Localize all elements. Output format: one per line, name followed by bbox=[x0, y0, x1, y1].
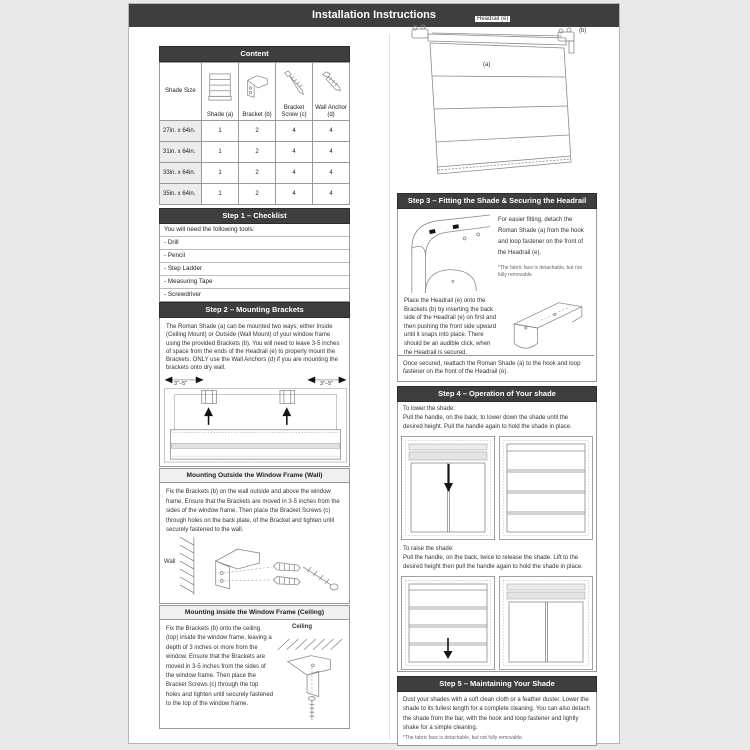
headrail-corner-figure bbox=[401, 213, 493, 295]
page-title: Installation Instructions bbox=[129, 4, 619, 27]
table-cell: 2 bbox=[239, 184, 276, 205]
step3-para2: Place the Headrail (e) onto the Brackets (b) by inserting the back side of the Headrail (e) on first and then pushing the front side upward until it snaps into place. There should be an audible click, when the Headrail is secured. bbox=[404, 298, 497, 356]
column-divider bbox=[389, 34, 390, 740]
step3-title: Step 3 – Fitting the Shade & Securing the Headrail bbox=[397, 193, 597, 209]
checklist-intro: You will need the following tools: bbox=[160, 224, 349, 237]
table-cell: 2 bbox=[239, 121, 276, 142]
wall-anchor-icon bbox=[317, 63, 345, 105]
list-item: - Drill bbox=[160, 237, 349, 250]
content-column-label: Wall Anchor (d) bbox=[315, 105, 347, 118]
step4-lower-heading: To lower the shade: bbox=[403, 406, 456, 412]
step4-raise-text bbox=[398, 542, 594, 575]
step3-note1: *The fabric face is detachable, but not fully removable. bbox=[498, 265, 582, 278]
step4-raise-heading: To raise the shade: bbox=[403, 546, 454, 552]
shade-callout-label: (a) bbox=[483, 62, 491, 68]
step4-lower-body: Pull the handle, on the back, to lower down the shade until the desired height. Pull the handle again to hold the shade in place. bbox=[403, 415, 572, 430]
content-column-label: Shade (a) bbox=[206, 111, 234, 118]
step5-note: *The fabric face is detachable, but not fully removable. bbox=[403, 735, 524, 742]
content-table bbox=[159, 46, 350, 205]
ceiling-bracket-diagram bbox=[270, 622, 348, 726]
list-item: - Screwdriver bbox=[164, 291, 202, 298]
table-cell: 2 bbox=[239, 142, 276, 163]
measure-label-left: 3"–5" bbox=[174, 381, 188, 387]
table-cell: 1 bbox=[202, 163, 239, 184]
measure-label-right: 3"–5" bbox=[320, 381, 334, 387]
step4-lower-text bbox=[398, 402, 594, 435]
shade-icon bbox=[206, 63, 234, 112]
wall-label: Wall bbox=[164, 559, 176, 565]
table-cell: 1 bbox=[202, 184, 239, 205]
table-cell: 4 bbox=[313, 142, 350, 163]
step5-section bbox=[397, 676, 597, 746]
step1-checklist bbox=[159, 224, 350, 302]
step4-section bbox=[397, 386, 597, 672]
table-cell: 1 bbox=[202, 142, 239, 163]
ceiling-mount-body: Fix the Brackets (b) onto the ceiling (top) inside the window frame, leaving a depth of 3 inches or more from the window. Ensure that the Brackets are moved in 3-5 inches from the sides of the window frame. Then place the Bracket Screws (c) through the top holes and tighten until securely fastened to the top of the window frame. bbox=[166, 626, 274, 708]
step2-section bbox=[159, 302, 350, 467]
step5-title: Step 5 – Maintaining Your Shade bbox=[397, 676, 597, 692]
wall-bracket-diagram bbox=[160, 533, 349, 601]
bracket-screw-icon bbox=[280, 63, 308, 105]
bracket-right bbox=[280, 391, 295, 404]
step3-para1: For easier fitting, detach the Roman Shade (a) from the hook and loop fastener on the front of the Headrail (e). bbox=[498, 217, 584, 256]
headrail-insert-figure bbox=[504, 297, 594, 355]
bracket-mounting-diagram bbox=[162, 374, 349, 464]
table-cell: 4 bbox=[313, 163, 350, 184]
list-item: - Pencil bbox=[160, 250, 349, 263]
content-table-grid bbox=[159, 62, 350, 205]
step2-title: Step 2 – Mounting Brackets bbox=[159, 302, 350, 318]
table-cell: 4 bbox=[276, 184, 313, 205]
bracket-icon bbox=[243, 63, 271, 112]
step4-title: Step 4 – Operation of Your shade bbox=[397, 386, 597, 402]
ceiling-label: Ceiling bbox=[292, 624, 313, 630]
step1-title: Step 1 – Checklist bbox=[159, 208, 350, 224]
headrail-label: Headrail (e) bbox=[477, 16, 509, 22]
step4-raise-body: Pull the handle, on the back, twice to release the shade. Lift to the desired height then pull the handle again to hold the shade in place. bbox=[403, 555, 583, 570]
diagram-shade-raised bbox=[499, 576, 593, 670]
diagram-shade-raised-arrow bbox=[401, 436, 495, 540]
table-row-size: 33in. x 64in. bbox=[160, 163, 202, 184]
table-cell: 4 bbox=[276, 121, 313, 142]
step5-body: Dust your shades with a soft clean cloth or a feather duster. Lower the shade to its fullest length for a complete cleaning. You can also detach the shade from the bar, with the hook and loop fastener and lightly shake for a simple cleaning. bbox=[403, 697, 590, 731]
table-row-size: 27in. x 64in. bbox=[160, 121, 202, 142]
roman-shade-diagram bbox=[397, 16, 597, 192]
wall-mount-title: Mounting Outside the Window Frame (Wall) bbox=[159, 468, 350, 483]
table-cell: 1 bbox=[202, 121, 239, 142]
step1-section bbox=[159, 208, 350, 302]
content-column-label: Bracket (b) bbox=[242, 111, 272, 118]
table-cell: 4 bbox=[276, 163, 313, 184]
content-column-bracket bbox=[239, 63, 276, 121]
table-row-size: 31in. x 64in. bbox=[160, 142, 202, 163]
content-column-wall-anchor bbox=[313, 63, 350, 121]
table-cell: 4 bbox=[313, 184, 350, 205]
list-item: - Measuring Tape bbox=[160, 276, 349, 289]
step3-section bbox=[397, 193, 597, 382]
content-column-label: Bracket Screw (c) bbox=[281, 105, 307, 118]
ceiling-mount-title: Mounting inside the Window Frame (Ceiling) bbox=[159, 605, 350, 620]
content-table-size-header: Shade Size bbox=[160, 63, 202, 121]
diagram-shade-lowered-arrow bbox=[401, 576, 495, 670]
table-cell: 4 bbox=[276, 142, 313, 163]
table-row-size: 35in. x 64in. bbox=[160, 184, 202, 205]
content-table-title: Content bbox=[159, 46, 350, 62]
step3-para3: Once secured, reattach the Roman Shade (a) to the hook and loop fastener on the front of the Headrail (e). bbox=[398, 355, 594, 380]
table-cell: 2 bbox=[239, 163, 276, 184]
diagram-shade-lowered bbox=[499, 436, 593, 540]
ceiling-mount-section bbox=[159, 605, 350, 729]
list-item: - Step Ladder bbox=[160, 263, 349, 276]
wall-mount-section bbox=[159, 468, 350, 604]
bracket-callout-label: (b) bbox=[579, 28, 587, 34]
content-column-shade bbox=[202, 63, 239, 121]
bracket-left bbox=[202, 391, 217, 404]
step2-body: The Roman Shade (a) can be mounted two ways; either Inside (Ceiling Mount) or Outside (Wall Mount) of your window frame using the provided Brackets (b). You will need to leave 3-5 inches of space from the ends of the Headrail (e) to properly mount the Brackets. ONLY use the Wall Anchors (d) if you are mounting the brackets onto dry wall. bbox=[166, 324, 340, 372]
wall-mount-body: Fix the Brackets (b) on the wall outside and above the window frame. Ensure that the Brackets are moved in 3-5 inches from the sides of the window frame. Then place the Bracket Screws (c) through holes on the back plate, of the Bracket and tighten until securely fastened to the wall. bbox=[166, 489, 340, 533]
content-column-bracket-screw bbox=[276, 63, 313, 121]
table-cell: 4 bbox=[313, 121, 350, 142]
instruction-sheet bbox=[128, 3, 620, 744]
